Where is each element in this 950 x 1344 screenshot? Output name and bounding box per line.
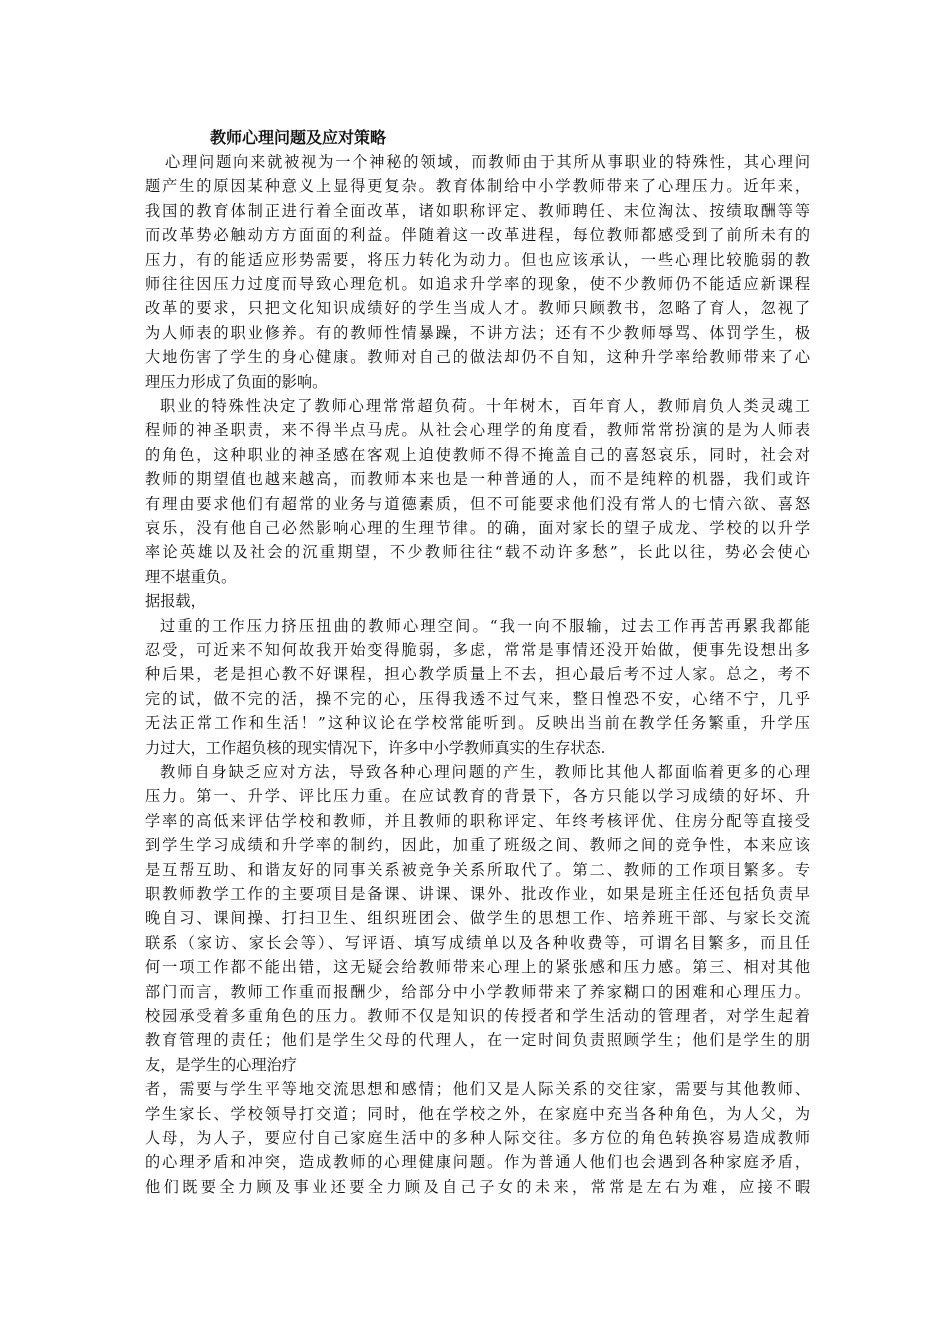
paragraph-line: 程师的神圣职责，来不得半点马虎。从社会心理学的角度看，教师常常扮演的是为人师表 [145, 421, 810, 440]
paragraph-line: 力过大，工作超负核的现实情况下，许多中小学教师真实的生存状态. [145, 738, 606, 757]
paragraph-line: 我国的教育体制正进行着全面改革，诸如职称评定、教师聘任、末位淘汰、按绩取酬等等 [145, 201, 810, 220]
paragraph-line: 据报载， [145, 592, 206, 611]
paragraph-line: 友，是学生的心理治疗 [145, 1055, 297, 1074]
paragraph-line: 理不堪重负。 [145, 567, 237, 586]
paragraph-line: 过重的工作压力挤压扭曲的教师心理空间。“我一向不服输，过去工作再苦再累我都能 [160, 616, 810, 635]
document-title: 教师心理问题及应对策略 [210, 128, 387, 147]
paragraph-line: 部门而言，教师工作重而报酬少，给部分中小学教师带来了养家糊口的困难和心理压力。 [145, 982, 810, 1001]
paragraph-line: 职业的特殊性决定了教师心理常常超负荷。十年树木，百年育人，教师肩负人类灵魂工 [160, 397, 810, 415]
paragraph-line: 改革的要求，只把文化知识成绩好的学生当成人才。教师只顾教书，忽略了育人，忽视了 [145, 299, 810, 318]
paragraph-line: 教师的期望值也越来越高，而教师本来也是一种普通的人，而不是纯粹的机器，我们或许 [145, 470, 810, 489]
paragraph-line: 校园承受着多重角色的压力。教师不仅是知识的传授者和学生活动的管理者，对学生起着 [145, 1007, 810, 1025]
paragraph-line: 心理问题向来就被视为一个神秘的领域，而教师由于其所从事职业的特殊性，其心理问 [165, 153, 810, 171]
paragraph-line: 何一项工作都不能出错，这无疑会给教师带来心理上的紧张感和压力感。第三、相对其他 [145, 958, 810, 977]
paragraph-line: 晚自习、课间操、打扫卫生、组织班团会、做学生的思想工作、培养班干部、与家长交流 [145, 909, 810, 928]
paragraph-line: 无法正常工作和生活！”这种议论在学校常能听到。反映出当前在教学任务繁重，升学压 [145, 714, 810, 733]
paragraph-line: 的角色，这种职业的神圣感在客观上迫使教师不得不掩盖自己的喜怒哀乐，同时，社会对 [145, 445, 810, 464]
paragraph-line: 理压力形成了负面的影响。 [145, 372, 328, 391]
paragraph-line: 者，需要与学生平等地交流思想和感情；他们又是人际关系的交往家，需要与其他教师、 [145, 1080, 810, 1099]
paragraph-line: 到学生学习成绩和升学率的制约，因此，加重了班级之间、教师之间的竞争性，本来应该 [145, 836, 810, 855]
paragraph-line: 师往往因压力过度而导致心理危机。如追求升学率的现象，使不少教师仍不能适应新课程 [145, 275, 810, 293]
paragraph-line: 学率的高低来评估学校和教师，并且教师的职称评定、年终考核评优、住房分配等直接受 [145, 811, 810, 830]
paragraph-line: 率论英雄以及社会的沉重期望，不少教师往往“载不动许多愁”，长此以往，势必会使心 [145, 543, 810, 562]
paragraph-line: 职教师教学工作的主要项目是备课、讲课、课外、批改作业，如果是班主任还包括负责早 [145, 885, 810, 903]
paragraph-line: 压力，有的能适应形势需要，将压力转化为动力。但也应该承认，一些心理比较脆弱的教 [145, 250, 810, 269]
paragraph-line: 忍受，可近来不知何故我开始变得脆弱，多虑，常常是事情还没开始做，便事先设想出多 [145, 641, 810, 659]
paragraph-line: 教师自身缺乏应对方法，导致各种心理问题的产生，教师比其他人都面临着更多的心理 [160, 763, 810, 781]
paragraph-line: 教育管理的责任；他们是学生父母的代理人，在一定时间负责照顾学生；他们是学生的朋 [145, 1031, 810, 1050]
paragraph-line: 种后果，老是担心教不好课程，担心教学质量上不去，担心最后考不过人家。总之，考不 [145, 665, 810, 684]
paragraph-line: 人母，为人子，要应付自己家庭生活中的多种人际交往。多方位的角色转换容易造成教师 [145, 1129, 810, 1147]
paragraph-line: 为人师表的职业修养。有的教师性情暴躁，不讲方法；还有不少教师辱骂、体罚学生，极 [145, 323, 810, 342]
paragraph-line: 学生家长、学校领导打交道；同时，他在学校之外，在家庭中充当各种角色，为人父，为 [145, 1104, 810, 1123]
paragraph-line: 大地伤害了学生的身心健康。教师对自己的做法却仍不自知，这种升学率给教师带来了心 [145, 348, 810, 367]
paragraph-line: 压力。第一、升学、评比压力重。在应试教育的背景下，各方只能以学习成绩的好坏、升 [145, 787, 810, 806]
paragraph-line: 有理由要求他们有超常的业务与道德素质，但不可能要求他们没有常人的七情六欲、喜怒 [145, 494, 810, 513]
paragraph-line: 而改革势必触动方方面面的利益。伴随着这一改革进程，每位教师都感受到了前所未有的 [145, 226, 810, 245]
paragraph-line: 的心理矛盾和冲突，造成教师的心理健康问题。作为普通人他们也会遇到各种家庭矛盾， [145, 1153, 810, 1172]
paragraph-line: 题产生的原因某种意义上显得更复杂。教育体制给中小学教师带来了心理压力。近年来， [145, 177, 810, 196]
paragraph-line: 联系（家访、家长会等）、写评语、填写成绩单以及各种收费等，可谓名目繁多，而且任 [145, 933, 810, 952]
paragraph-line: 完的试，做不完的活，操不完的心，压得我透不过气来，整日惶恐不安，心绪不宁，几乎 [145, 689, 810, 708]
paragraph-line: 他们既要全力顾及事业还要全力顾及自己子女的未来，常常是左右为难，应接不暇 [145, 1177, 810, 1196]
paragraph-line: 是互帮互助、和谐友好的同事关系被竞争关系所取代了。第二、教师的工作项目繁多。专 [145, 860, 810, 879]
paragraph-line: 哀乐，没有他自己必然影响心理的生理节律。的确，面对家长的望子成龙、学校的以升学 [145, 519, 810, 537]
